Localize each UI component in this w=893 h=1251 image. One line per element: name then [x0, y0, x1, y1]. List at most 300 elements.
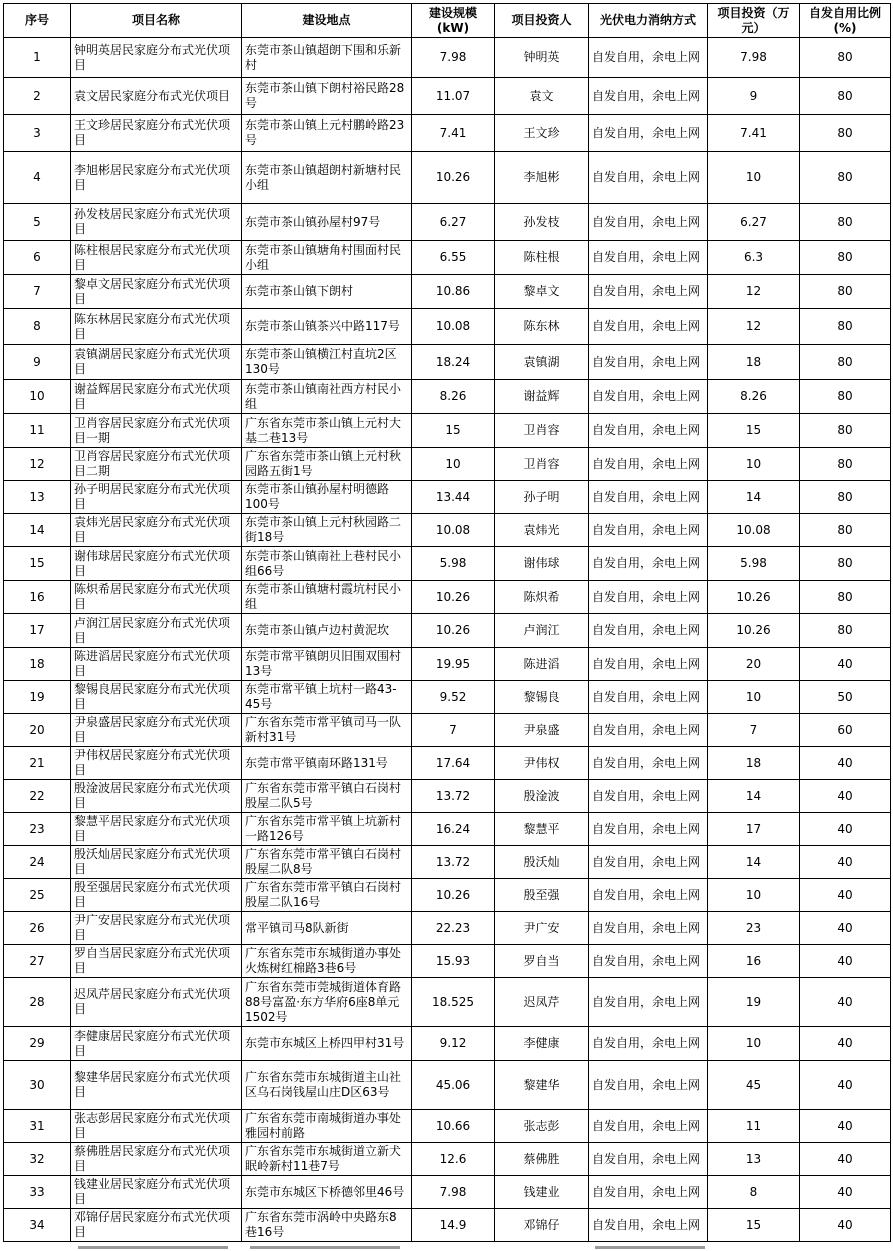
cell-investment: 10 [708, 448, 800, 481]
header-location: 建设地点 [242, 4, 412, 38]
cell-project-name: 卫肖容居民家庭分布式光伏项目一期 [71, 414, 242, 448]
cell-no: 7 [4, 275, 71, 309]
table-row [4, 1061, 891, 1110]
header-self-use-ratio: 自发自用比例(%) [800, 4, 891, 38]
cell-location: 广东省东莞市涡岭中央路东8巷16号 [242, 1209, 412, 1242]
cell-capacity: 13.44 [412, 481, 495, 514]
cell-location: 东莞市常平镇南环路131号 [242, 747, 412, 780]
table-row [4, 38, 891, 78]
cell-consumption-mode: 自发自用，余电上网 [589, 414, 708, 448]
table-row [4, 813, 891, 846]
cell-investment: 14 [708, 780, 800, 813]
cell-investment: 10.26 [708, 614, 800, 648]
cell-self-use-ratio: 80 [800, 152, 891, 204]
cell-self-use-ratio: 80 [800, 38, 891, 78]
cell-location: 东莞市茶山镇塘角村围面村民小组 [242, 241, 412, 275]
table-row [4, 345, 891, 380]
cell-project-name: 尹伟权居民家庭分布式光伏项目 [71, 747, 242, 780]
cell-consumption-mode: 自发自用，余电上网 [589, 1209, 708, 1242]
cell-self-use-ratio: 50 [800, 681, 891, 714]
cell-self-use-ratio: 40 [800, 1027, 891, 1061]
cell-project-name: 袁镇湖居民家庭分布式光伏项目 [71, 345, 242, 380]
cell-consumption-mode: 自发自用，余电上网 [589, 1176, 708, 1209]
cell-consumption-mode: 自发自用，余电上网 [589, 309, 708, 345]
cell-consumption-mode: 自发自用，余电上网 [589, 879, 708, 912]
cell-investor: 钟明英 [495, 38, 589, 78]
cell-consumption-mode: 自发自用，余电上网 [589, 648, 708, 681]
cell-investor: 黎建华 [495, 1061, 589, 1110]
cell-investor: 尹泉盛 [495, 714, 589, 747]
cell-project-name: 陈炽希居民家庭分布式光伏项目 [71, 581, 242, 614]
cell-investment: 12 [708, 275, 800, 309]
cell-no: 32 [4, 1143, 71, 1176]
table-row [4, 846, 891, 879]
cell-capacity: 7.41 [412, 115, 495, 152]
table-row [4, 1027, 891, 1061]
cell-investor: 尹广安 [495, 912, 589, 945]
cell-self-use-ratio: 80 [800, 481, 891, 514]
cell-self-use-ratio: 60 [800, 714, 891, 747]
cell-investment: 10.08 [708, 514, 800, 547]
cell-project-name: 孙发枝居民家庭分布式光伏项目 [71, 204, 242, 241]
table-row [4, 912, 891, 945]
cell-project-name: 谢益辉居民家庭分布式光伏项目 [71, 380, 242, 414]
cell-consumption-mode: 自发自用，余电上网 [589, 978, 708, 1027]
cell-project-name: 迟凤芹居民家庭分布式光伏项目 [71, 978, 242, 1027]
cell-consumption-mode: 自发自用，余电上网 [589, 912, 708, 945]
cell-project-name: 王文珍居民家庭分布式光伏项目 [71, 115, 242, 152]
table-row [4, 648, 891, 681]
cell-location: 广东省东莞市茶山镇上元村大基二巷13号 [242, 414, 412, 448]
cell-no: 10 [4, 380, 71, 414]
cell-capacity: 7.98 [412, 1176, 495, 1209]
table-row [4, 945, 891, 978]
cell-self-use-ratio: 80 [800, 547, 891, 581]
cell-no: 1 [4, 38, 71, 78]
cell-location: 东莞市茶山镇南社西方村民小组 [242, 380, 412, 414]
cell-no: 33 [4, 1176, 71, 1209]
cell-capacity: 10.08 [412, 514, 495, 547]
cell-consumption-mode: 自发自用，余电上网 [589, 747, 708, 780]
table-row [4, 978, 891, 1027]
cell-location: 东莞市茶山镇上元村秋园路二街18号 [242, 514, 412, 547]
cell-capacity: 10.26 [412, 581, 495, 614]
cell-capacity: 7.98 [412, 38, 495, 78]
cell-no: 22 [4, 780, 71, 813]
cell-capacity: 12.6 [412, 1143, 495, 1176]
table-row [4, 78, 891, 115]
cell-location: 广东省东莞市南城街道办事处雅园村前路 [242, 1110, 412, 1143]
cell-capacity: 10.26 [412, 614, 495, 648]
table-row [4, 514, 891, 547]
cell-project-name: 罗自当居民家庭分布式光伏项目 [71, 945, 242, 978]
cell-capacity: 15.93 [412, 945, 495, 978]
cell-investment: 10 [708, 152, 800, 204]
cell-investor: 孙发枝 [495, 204, 589, 241]
cell-location: 东莞市茶山镇下朗村裕民路28号 [242, 78, 412, 115]
cell-consumption-mode: 自发自用，余电上网 [589, 681, 708, 714]
cell-capacity: 9.52 [412, 681, 495, 714]
cell-self-use-ratio: 80 [800, 241, 891, 275]
table-row [4, 547, 891, 581]
cell-project-name: 黎卓文居民家庭分布式光伏项目 [71, 275, 242, 309]
cell-investor: 殷至强 [495, 879, 589, 912]
cell-investor: 袁炜光 [495, 514, 589, 547]
cell-investment: 10 [708, 879, 800, 912]
cell-investment: 10 [708, 1027, 800, 1061]
cell-investor: 尹伟权 [495, 747, 589, 780]
cell-location: 广东省东莞市常平镇白石岗村殷屋二队5号 [242, 780, 412, 813]
cell-investor: 陈进滔 [495, 648, 589, 681]
project-table [3, 3, 891, 1242]
cell-consumption-mode: 自发自用，余电上网 [589, 514, 708, 547]
cell-investment: 14 [708, 846, 800, 879]
cell-investor: 袁文 [495, 78, 589, 115]
cell-project-name: 袁文居民家庭分布式光伏项目 [71, 78, 242, 115]
cell-investor: 卢润江 [495, 614, 589, 648]
cell-consumption-mode: 自发自用，余电上网 [589, 481, 708, 514]
cell-no: 25 [4, 879, 71, 912]
cell-capacity: 10.66 [412, 1110, 495, 1143]
cell-self-use-ratio: 40 [800, 879, 891, 912]
cell-project-name: 陈东林居民家庭分布式光伏项目 [71, 309, 242, 345]
cell-self-use-ratio: 40 [800, 1061, 891, 1110]
cell-project-name: 陈柱根居民家庭分布式光伏项目 [71, 241, 242, 275]
table-row [4, 747, 891, 780]
cell-project-name: 张志彭居民家庭分布式光伏项目 [71, 1110, 242, 1143]
cell-capacity: 10.08 [412, 309, 495, 345]
cell-consumption-mode: 自发自用，余电上网 [589, 780, 708, 813]
cell-self-use-ratio: 40 [800, 747, 891, 780]
cell-consumption-mode: 自发自用，余电上网 [589, 813, 708, 846]
cell-no: 6 [4, 241, 71, 275]
cell-no: 29 [4, 1027, 71, 1061]
cell-capacity: 19.95 [412, 648, 495, 681]
cell-no: 18 [4, 648, 71, 681]
cell-self-use-ratio: 40 [800, 1143, 891, 1176]
cell-consumption-mode: 自发自用，余电上网 [589, 204, 708, 241]
cell-consumption-mode: 自发自用，余电上网 [589, 241, 708, 275]
cell-capacity: 22.23 [412, 912, 495, 945]
cell-investment: 10 [708, 681, 800, 714]
cell-investor: 卫肖容 [495, 448, 589, 481]
cell-no: 27 [4, 945, 71, 978]
cell-location: 东莞市茶山镇塘村霞坑村民小组 [242, 581, 412, 614]
cell-consumption-mode: 自发自用，余电上网 [589, 945, 708, 978]
cell-investor: 殷沃灿 [495, 846, 589, 879]
cell-location: 广东省东莞市常平镇上坑新村一路126号 [242, 813, 412, 846]
cell-location: 广东省东莞市东城街道立新犬眠岭新村11巷7号 [242, 1143, 412, 1176]
cell-project-name: 黎建华居民家庭分布式光伏项目 [71, 1061, 242, 1110]
cell-investor: 钱建业 [495, 1176, 589, 1209]
cell-project-name: 殷淦波居民家庭分布式光伏项目 [71, 780, 242, 813]
cell-investment: 12 [708, 309, 800, 345]
cell-consumption-mode: 自发自用，余电上网 [589, 1027, 708, 1061]
cell-no: 21 [4, 747, 71, 780]
cell-capacity: 10.86 [412, 275, 495, 309]
cell-location: 东莞市茶山镇孙屋村97号 [242, 204, 412, 241]
cell-consumption-mode: 自发自用，余电上网 [589, 345, 708, 380]
table-row [4, 380, 891, 414]
cell-investment: 6.27 [708, 204, 800, 241]
cell-investment: 16 [708, 945, 800, 978]
cell-investment: 7.98 [708, 38, 800, 78]
cell-investor: 黎卓文 [495, 275, 589, 309]
cell-no: 9 [4, 345, 71, 380]
cell-location: 广东省东莞市东城街道办事处火炼树红棉路3巷6号 [242, 945, 412, 978]
cell-consumption-mode: 自发自用，余电上网 [589, 448, 708, 481]
cell-investment: 15 [708, 1209, 800, 1242]
cell-investment: 8.26 [708, 380, 800, 414]
cell-consumption-mode: 自发自用，余电上网 [589, 614, 708, 648]
cell-investment: 17 [708, 813, 800, 846]
header-no: 序号 [4, 4, 71, 38]
cell-investment: 11 [708, 1110, 800, 1143]
cell-investment: 18 [708, 345, 800, 380]
cell-investor: 谢伟球 [495, 547, 589, 581]
cell-investment: 6.3 [708, 241, 800, 275]
table-row [4, 481, 891, 514]
cell-capacity: 5.98 [412, 547, 495, 581]
table-row [4, 309, 891, 345]
cell-no: 23 [4, 813, 71, 846]
cell-capacity: 11.07 [412, 78, 495, 115]
cell-investor: 殷淦波 [495, 780, 589, 813]
cell-investor: 张志彭 [495, 1110, 589, 1143]
cell-consumption-mode: 自发自用，余电上网 [589, 275, 708, 309]
cell-self-use-ratio: 40 [800, 813, 891, 846]
cell-location: 东莞市茶山镇超朗村新塘村民小组 [242, 152, 412, 204]
cell-investment: 14 [708, 481, 800, 514]
cell-no: 13 [4, 481, 71, 514]
cell-location: 东莞市茶山镇南社上巷村民小组66号 [242, 547, 412, 581]
cell-capacity: 18.24 [412, 345, 495, 380]
cell-investor: 卫肖容 [495, 414, 589, 448]
cell-consumption-mode: 自发自用，余电上网 [589, 152, 708, 204]
table-row [4, 681, 891, 714]
cell-investor: 李健康 [495, 1027, 589, 1061]
cell-investor: 陈炽希 [495, 581, 589, 614]
cell-no: 31 [4, 1110, 71, 1143]
cell-self-use-ratio: 80 [800, 345, 891, 380]
cell-location: 东莞市茶山镇上元村鹏岭路23号 [242, 115, 412, 152]
cell-no: 20 [4, 714, 71, 747]
cell-self-use-ratio: 80 [800, 115, 891, 152]
cell-capacity: 9.12 [412, 1027, 495, 1061]
cell-project-name: 袁炜光居民家庭分布式光伏项目 [71, 514, 242, 547]
cell-location: 广东省东莞市常平镇司马一队新村31号 [242, 714, 412, 747]
cell-investor: 黎慧平 [495, 813, 589, 846]
cell-self-use-ratio: 40 [800, 648, 891, 681]
cell-investment: 23 [708, 912, 800, 945]
cell-investor: 袁镇湖 [495, 345, 589, 380]
cell-investment: 10.26 [708, 581, 800, 614]
cell-investor: 孙子明 [495, 481, 589, 514]
cell-no: 14 [4, 514, 71, 547]
cell-consumption-mode: 自发自用，余电上网 [589, 38, 708, 78]
cell-investment: 8 [708, 1176, 800, 1209]
cell-investment: 9 [708, 78, 800, 115]
cell-no: 17 [4, 614, 71, 648]
cell-location: 东莞市茶山镇孙屋村明德路100号 [242, 481, 412, 514]
cell-self-use-ratio: 40 [800, 1209, 891, 1242]
cell-investment: 18 [708, 747, 800, 780]
cell-investor: 陈东林 [495, 309, 589, 345]
cell-investor: 迟凤芹 [495, 978, 589, 1027]
cell-project-name: 殷至强居民家庭分布式光伏项目 [71, 879, 242, 912]
cell-self-use-ratio: 80 [800, 448, 891, 481]
table-row [4, 204, 891, 241]
cell-consumption-mode: 自发自用，余电上网 [589, 714, 708, 747]
cell-project-name: 李旭彬居民家庭分布式光伏项目 [71, 152, 242, 204]
cell-no: 5 [4, 204, 71, 241]
cell-investment: 7.41 [708, 115, 800, 152]
cell-investment: 20 [708, 648, 800, 681]
cell-capacity: 15 [412, 414, 495, 448]
cell-self-use-ratio: 80 [800, 275, 891, 309]
cell-consumption-mode: 自发自用，余电上网 [589, 1143, 708, 1176]
cell-project-name: 黎锡良居民家庭分布式光伏项目 [71, 681, 242, 714]
cell-location: 广东省东莞市莞城街道体育路88号富盈·东方华府6座8单元1502号 [242, 978, 412, 1027]
table-row [4, 414, 891, 448]
cell-location: 常平镇司马8队新街 [242, 912, 412, 945]
table-row [4, 1110, 891, 1143]
cell-project-name: 孙子明居民家庭分布式光伏项目 [71, 481, 242, 514]
cell-self-use-ratio: 40 [800, 945, 891, 978]
cell-investment: 15 [708, 414, 800, 448]
cell-no: 24 [4, 846, 71, 879]
cell-consumption-mode: 自发自用，余电上网 [589, 78, 708, 115]
header-investor: 项目投资人 [495, 4, 589, 38]
cell-location: 东莞市常平镇上坑村一路43-45号 [242, 681, 412, 714]
table-row [4, 241, 891, 275]
cell-location: 广东省东莞市茶山镇上元村秋园路五街1号 [242, 448, 412, 481]
cell-capacity: 6.27 [412, 204, 495, 241]
cell-project-name: 尹广安居民家庭分布式光伏项目 [71, 912, 242, 945]
table-header-row [4, 4, 891, 38]
cell-capacity: 7 [412, 714, 495, 747]
table-row [4, 275, 891, 309]
cell-no: 19 [4, 681, 71, 714]
header-investment: 项目投资（万元） [708, 4, 800, 38]
cell-location: 东莞市茶山镇超朗下围和乐新村 [242, 38, 412, 78]
cell-investor: 邓锦仔 [495, 1209, 589, 1242]
cell-location: 广东省东莞市常平镇白石岗村殷屋二队16号 [242, 879, 412, 912]
table-body [4, 38, 891, 1242]
cell-investor: 陈柱根 [495, 241, 589, 275]
cell-location: 东莞市东城区下桥德邻里46号 [242, 1176, 412, 1209]
cell-project-name: 钱建业居民家庭分布式光伏项目 [71, 1176, 242, 1209]
cell-project-name: 蔡佛胜居民家庭分布式光伏项目 [71, 1143, 242, 1176]
cell-capacity: 14.9 [412, 1209, 495, 1242]
cell-capacity: 45.06 [412, 1061, 495, 1110]
cell-project-name: 卢润江居民家庭分布式光伏项目 [71, 614, 242, 648]
table-row [4, 879, 891, 912]
cell-investor: 蔡佛胜 [495, 1143, 589, 1176]
table-row [4, 1176, 891, 1209]
table-row [4, 714, 891, 747]
cell-investor: 谢益辉 [495, 380, 589, 414]
cell-project-name: 邓锦仔居民家庭分布式光伏项目 [71, 1209, 242, 1242]
cell-project-name: 尹泉盛居民家庭分布式光伏项目 [71, 714, 242, 747]
cell-no: 15 [4, 547, 71, 581]
cell-location: 东莞市常平镇朗贝旧围双围村13号 [242, 648, 412, 681]
cell-no: 30 [4, 1061, 71, 1110]
table-row [4, 448, 891, 481]
cell-location: 东莞市茶山镇卢边村黄泥坎 [242, 614, 412, 648]
cell-no: 26 [4, 912, 71, 945]
cell-self-use-ratio: 80 [800, 514, 891, 547]
cell-no: 16 [4, 581, 71, 614]
cell-no: 4 [4, 152, 71, 204]
cell-no: 11 [4, 414, 71, 448]
cell-consumption-mode: 自发自用，余电上网 [589, 380, 708, 414]
cell-consumption-mode: 自发自用，余电上网 [589, 846, 708, 879]
cell-consumption-mode: 自发自用，余电上网 [589, 1061, 708, 1110]
cell-investment: 13 [708, 1143, 800, 1176]
cell-investor: 罗自当 [495, 945, 589, 978]
table-row [4, 1143, 891, 1176]
cell-capacity: 10 [412, 448, 495, 481]
cell-consumption-mode: 自发自用，余电上网 [589, 581, 708, 614]
cell-capacity: 13.72 [412, 780, 495, 813]
cell-self-use-ratio: 80 [800, 614, 891, 648]
cell-project-name: 黎慧平居民家庭分布式光伏项目 [71, 813, 242, 846]
cell-capacity: 18.525 [412, 978, 495, 1027]
cell-location: 东莞市茶山镇茶兴中路117号 [242, 309, 412, 345]
table-row [4, 780, 891, 813]
cell-self-use-ratio: 40 [800, 978, 891, 1027]
cell-capacity: 17.64 [412, 747, 495, 780]
cell-self-use-ratio: 40 [800, 1176, 891, 1209]
cut-off-next-row [0, 1244, 893, 1251]
cell-consumption-mode: 自发自用，余电上网 [589, 547, 708, 581]
cell-location: 东莞市茶山镇横江村直坑2区130号 [242, 345, 412, 380]
cell-project-name: 谢伟球居民家庭分布式光伏项目 [71, 547, 242, 581]
cell-consumption-mode: 自发自用，余电上网 [589, 115, 708, 152]
cell-capacity: 16.24 [412, 813, 495, 846]
cell-investment: 7 [708, 714, 800, 747]
header-project-name: 项目名称 [71, 4, 242, 38]
cell-capacity: 8.26 [412, 380, 495, 414]
cell-project-name: 李健康居民家庭分布式光伏项目 [71, 1027, 242, 1061]
cell-no: 3 [4, 115, 71, 152]
cell-self-use-ratio: 80 [800, 204, 891, 241]
cell-no: 28 [4, 978, 71, 1027]
cell-no: 8 [4, 309, 71, 345]
cell-capacity: 6.55 [412, 241, 495, 275]
cell-investor: 黎锡良 [495, 681, 589, 714]
cell-capacity: 10.26 [412, 879, 495, 912]
cell-investment: 5.98 [708, 547, 800, 581]
cell-location: 东莞市茶山镇下朗村 [242, 275, 412, 309]
cell-self-use-ratio: 80 [800, 78, 891, 115]
table-row [4, 115, 891, 152]
header-capacity: 建设规模(kW) [412, 4, 495, 38]
cell-self-use-ratio: 80 [800, 414, 891, 448]
table-row [4, 1209, 891, 1242]
cell-location: 广东省东莞市东城街道主山社区乌石岗钱屋山庄D区63号 [242, 1061, 412, 1110]
cell-self-use-ratio: 40 [800, 1110, 891, 1143]
cell-capacity: 10.26 [412, 152, 495, 204]
cell-self-use-ratio: 40 [800, 780, 891, 813]
cell-investor: 李旭彬 [495, 152, 589, 204]
cell-self-use-ratio: 80 [800, 380, 891, 414]
table-row [4, 152, 891, 204]
cell-self-use-ratio: 80 [800, 581, 891, 614]
cell-capacity: 13.72 [412, 846, 495, 879]
cell-no: 12 [4, 448, 71, 481]
